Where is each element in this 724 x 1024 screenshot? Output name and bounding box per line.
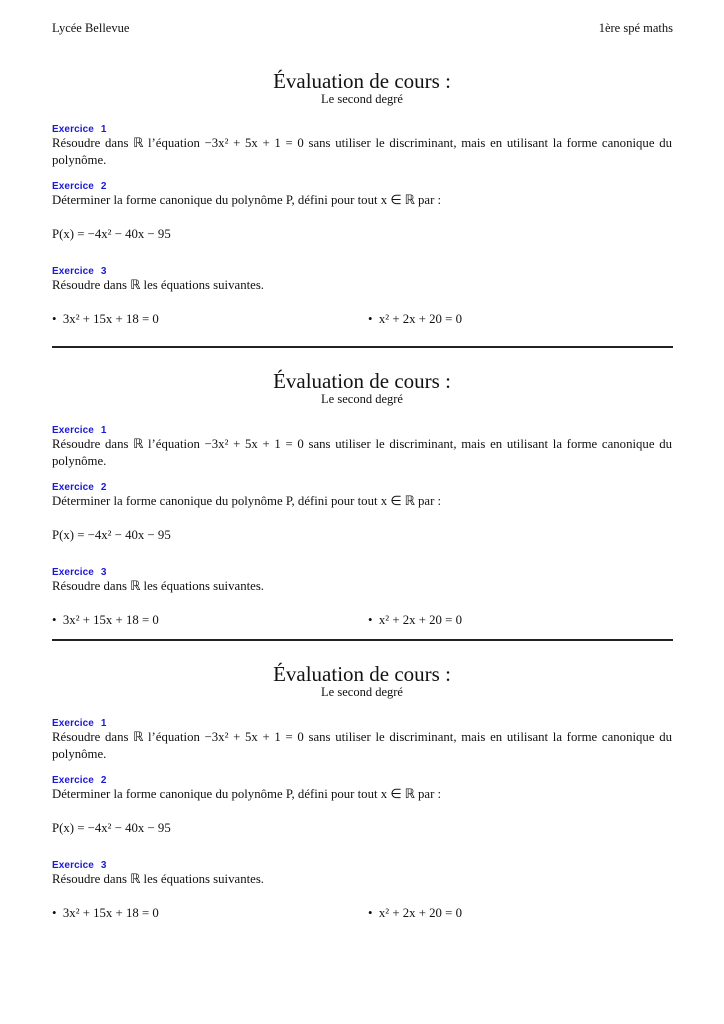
- exercise-1-label: Exercice 1: [52, 718, 107, 729]
- exercise-2-formula: P(x) = −4x² − 40x − 95: [52, 528, 171, 542]
- exercise-1-label: Exercice 1: [52, 425, 107, 436]
- exercise-3-text: Résoudre dans ℝ les équations suivantes.: [52, 579, 265, 593]
- exercise-2-text: Déterminer la forme canonique du polynôme P, défini pour tout x ∈ ℝ par :: [52, 787, 442, 801]
- exercise-3-list: [52, 312, 672, 330]
- exercise-3-list: [52, 613, 672, 631]
- section-subtitle: Le second degré: [321, 92, 403, 106]
- exercise-1-text-after: sans utiliser le discriminant, mais en utilisant la forme canonique du polynôme.: [52, 136, 672, 167]
- exercise-2-label: Exercice 2: [52, 775, 107, 786]
- exercise-3-label: Exercice 3: [52, 567, 107, 578]
- exercise-2-text: Déterminer la forme canonique du polynôme P, défini pour tout x ∈ ℝ par :: [52, 193, 442, 207]
- exercise-2-text: Déterminer la forme canonique du polynôme P, défini pour tout x ∈ ℝ par :: [52, 494, 442, 508]
- exercise-1-text-after: sans utiliser le discriminant, mais en utilisant la forme canonique du polynôme.: [52, 730, 672, 761]
- section-divider: [52, 639, 673, 641]
- exercise-1-text-before: Résoudre dans ℝ l’équation: [52, 437, 205, 451]
- exercise-3-item-2: • x² + 2x + 20 = 0: [368, 613, 462, 627]
- section-title: Évaluation de cours :: [273, 662, 451, 686]
- section-title: Évaluation de cours :: [273, 69, 451, 93]
- exercise-3-item-2: • x² + 2x + 20 = 0: [368, 312, 462, 326]
- exercise-1-label: Exercice 1: [52, 124, 107, 135]
- exercise-1-text-before: Résoudre dans ℝ l’équation: [52, 136, 205, 150]
- exercise-3-text: Résoudre dans ℝ les équations suivantes.: [52, 872, 265, 886]
- exercise-1-equation: −3x² + 5x + 1 = 0: [204, 437, 304, 451]
- section-subtitle: Le second degré: [321, 392, 403, 406]
- section-divider: [52, 346, 673, 348]
- exercise-3-list: [52, 906, 672, 924]
- exercise-3-item-1: • 3x² + 15x + 18 = 0: [52, 312, 159, 326]
- exercise-3-label: Exercice 3: [52, 266, 107, 277]
- exercise-1-text: [52, 135, 672, 168]
- exercise-2-label: Exercice 2: [52, 482, 107, 493]
- exercise-2-label: Exercice 2: [52, 181, 107, 192]
- exercise-1-equation: −3x² + 5x + 1 = 0: [204, 730, 304, 744]
- header-school: Lycée Bellevue: [52, 21, 130, 35]
- exercise-2-formula: P(x) = −4x² − 40x − 95: [52, 227, 171, 241]
- exercise-1-text: [52, 436, 672, 469]
- exercise-2-formula: P(x) = −4x² − 40x − 95: [52, 821, 171, 835]
- exercise-3-item-1: • 3x² + 15x + 18 = 0: [52, 613, 159, 627]
- header-class: 1ère spé maths: [598, 21, 673, 35]
- exercise-3-text: Résoudre dans ℝ les équations suivantes.: [52, 278, 265, 292]
- exercise-1-text-after: sans utiliser le discriminant, mais en utilisant la forme canonique du polynôme.: [52, 437, 672, 468]
- exercise-1-equation: −3x² + 5x + 1 = 0: [204, 136, 304, 150]
- section-subtitle: Le second degré: [321, 685, 403, 699]
- exercise-3-item-2: • x² + 2x + 20 = 0: [368, 906, 462, 920]
- exercise-3-label: Exercice 3: [52, 860, 107, 871]
- section-title: Évaluation de cours :: [273, 369, 451, 393]
- exercise-3-item-1: • 3x² + 15x + 18 = 0: [52, 906, 159, 920]
- exercise-1-text: [52, 729, 672, 762]
- exercise-1-text-before: Résoudre dans ℝ l’équation: [52, 730, 205, 744]
